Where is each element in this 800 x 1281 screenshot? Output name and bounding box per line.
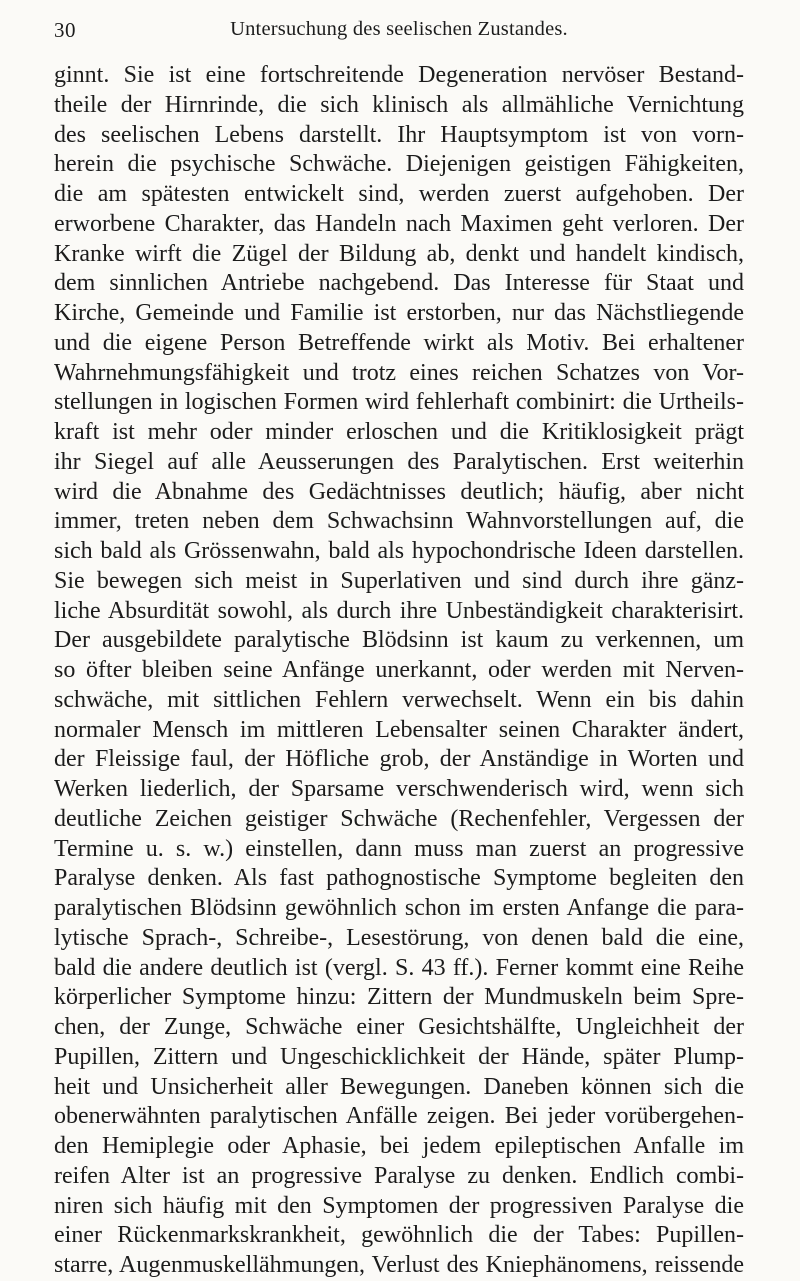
- text-line: erworbene Charakter, das Handeln nach Maximen geht verloren. Der: [54, 210, 744, 237]
- text-line: sich bald als Grössenwahn, bald als hypochondrische Ideen darstellen.: [54, 538, 744, 564]
- text-line: immer, treten neben dem Schwachsinn Wahnvorstellungen auf, die: [54, 508, 744, 535]
- text-line: Der ausgebildete paralytische Blödsinn ist kaum zu verkennen, um: [54, 627, 744, 654]
- text-line: bald die andere deutlich ist (vergl. S. 43 ff.). Ferner kommt eine Reihe: [54, 954, 744, 981]
- text-line: normaler Mensch im mittleren Lebensalter seinen Charakter ändert,: [54, 716, 744, 743]
- text-line: einer Rückenmarkskrankheit, gewöhnlich die der Tabes: Pupillen-: [54, 1222, 744, 1249]
- body-text: [54, 61, 744, 1281]
- text-line: stellungen in logischen Formen wird fehlerhaft combinirt: die Urtheils-: [54, 389, 744, 416]
- page-header: [54, 18, 744, 46]
- text-line: ginnt. Sie ist eine fortschreitende Degeneration nervöser Bestand-: [54, 62, 744, 88]
- text-line: reifen Alter ist an progressive Paralyse zu denken. Endlich combi-: [54, 1162, 744, 1189]
- text-line: Termine u. s. w.) einstellen, dann muss man zuerst an progressive: [54, 835, 744, 862]
- text-line: lytische Sprach-, Schreibe-, Lesestörung, von denen bald die eine,: [54, 924, 744, 951]
- text-line: den Hemiplegie oder Aphasie, bei jedem epileptischen Anfalle im: [54, 1133, 744, 1159]
- text-line: Pupillen, Zittern und Ungeschicklichkeit der Hände, später Plump-: [54, 1043, 744, 1070]
- text-line: niren sich häufig mit den Symptomen der progressiven Paralyse die: [54, 1192, 744, 1219]
- text-line: wird die Abnahme des Gedächtnisses deutlich; häufig, aber nicht: [54, 478, 744, 505]
- text-line: deutliche Zeichen geistiger Schwäche (Rechenfehler, Vergessen der: [54, 805, 744, 832]
- text-line: ihr Siegel auf alle Aeusserungen des Paralytischen. Erst weiterhin: [54, 448, 744, 475]
- text-line: so öfter bleiben seine Anfänge unerkannt, oder werden mit Nerven-: [54, 657, 744, 683]
- text-line: obenerwähnten paralytischen Anfälle zeigen. Bei jeder vorübergehen-: [54, 1103, 744, 1130]
- text-line: und die eigene Person Betreffende wirkt als Motiv. Bei erhaltener: [54, 329, 744, 356]
- text-line: Kirche, Gemeinde und Familie ist erstorben, nur das Nächstliegende: [54, 300, 744, 326]
- text-line: chen, der Zunge, Schwäche einer Gesichtshälfte, Ungleichheit der: [54, 1014, 744, 1040]
- running-head: Untersuchung des seelischen Zustandes.: [230, 18, 568, 40]
- text-line: die am spätesten entwickelt sind, werden zuerst aufgehoben. Der: [54, 181, 744, 207]
- text-line: Kranke wirft die Zügel der Bildung ab, denkt und handelt kindisch,: [54, 240, 744, 267]
- text-line: starre, Augenmuskellähmungen, Verlust des Kniephänomens, reissende: [54, 1252, 744, 1278]
- text-line: liche Absurdität sowohl, als durch ihre Unbeständigkeit charakterisirt.: [54, 597, 744, 624]
- text-line: schwäche, mit sittlichen Fehlern verwechselt. Wenn ein bis dahin: [54, 686, 744, 713]
- text-line: Wahrnehmungsfähigkeit und trotz eines reichen Schatzes von Vor-: [54, 359, 744, 386]
- text-line: Paralyse denken. Als fast pathognostische Symptome begleiten den: [54, 865, 744, 892]
- page-number: 30: [54, 18, 76, 42]
- text-line: paralytischen Blödsinn gewöhnlich schon im ersten Anfange die para-: [54, 895, 744, 921]
- text-line: kraft ist mehr oder minder erloschen und die Kritiklosigkeit prägt: [54, 419, 744, 445]
- text-line: heit und Unsicherheit aller Bewegungen. Daneben können sich die: [54, 1073, 744, 1100]
- text-line: der Fleissige faul, der Höfliche grob, der Anständige in Worten und: [54, 746, 744, 773]
- text-line: Sie bewegen sich meist in Superlativen und sind durch ihre gänz-: [54, 567, 744, 594]
- text-line: Werken liederlich, der Sparsame verschwenderisch wird, wenn sich: [54, 776, 744, 802]
- text-line: herein die psychische Schwäche. Diejenigen geistigen Fähigkeiten,: [54, 151, 744, 178]
- text-line: theile der Hirnrinde, die sich klinisch als allmähliche Vernichtung: [54, 91, 744, 118]
- text-line: des seelischen Lebens darstellt. Ihr Hauptsymptom ist von vorn-: [54, 121, 744, 148]
- text-line: körperlicher Symptome hinzu: Zittern der Mundmuskeln beim Spre-: [54, 984, 744, 1011]
- text-line: dem sinnlichen Antriebe nachgebend. Das Interesse für Staat und: [54, 270, 744, 297]
